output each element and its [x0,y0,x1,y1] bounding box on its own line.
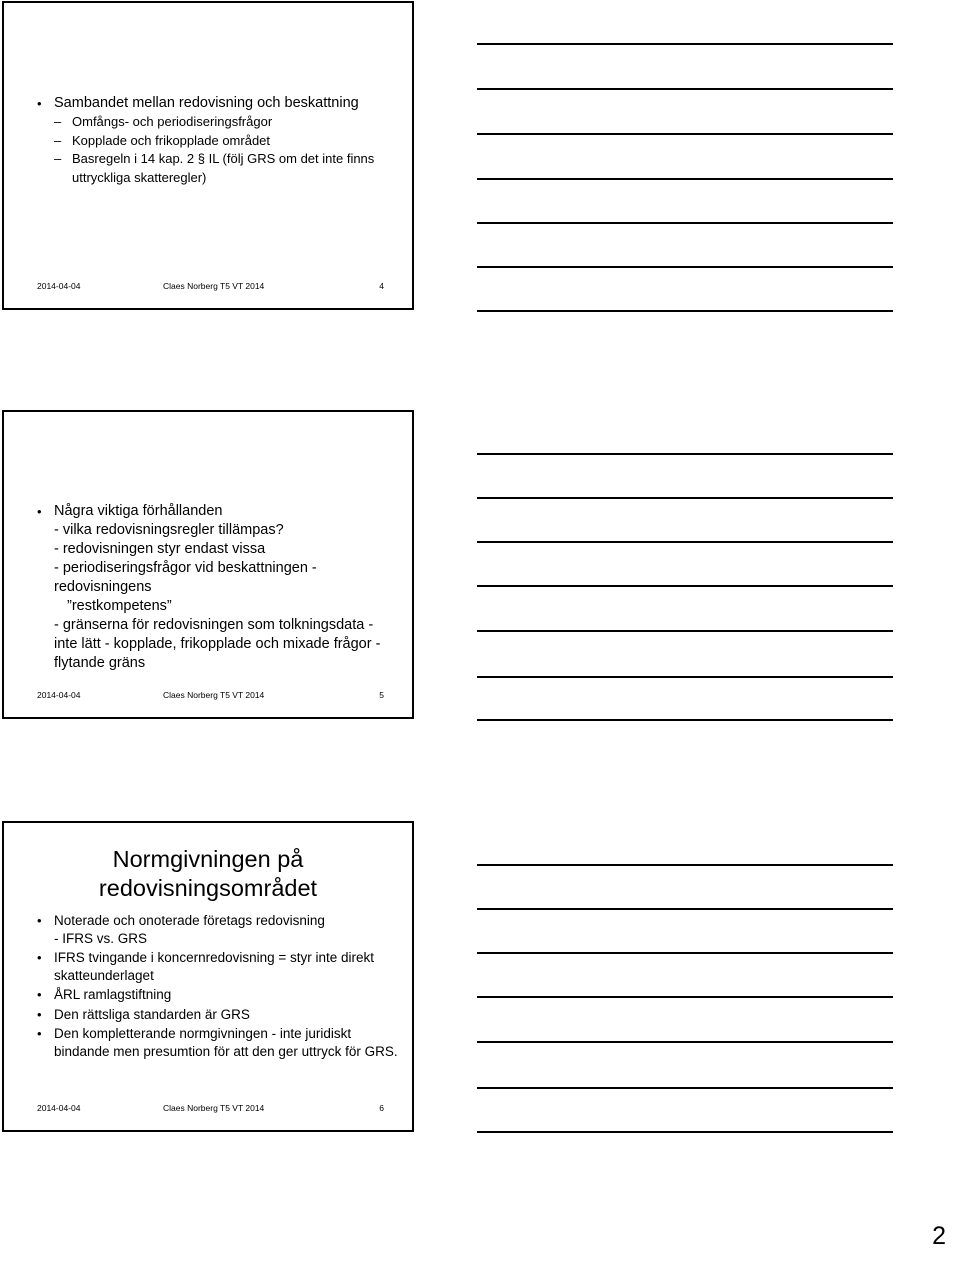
slide-title: Normgivningen på redovisningsområdet [98,846,318,901]
note-line [477,453,893,455]
bullet-item: • Sambandet mellan redovisning och beskattning [37,94,398,113]
footer-date: 2014-04-04 [37,1103,81,1113]
bullet-item: • Den kompletterande normgivningen - inte juridiskt bindande men presumtion för att den ger uttryck för GRS. [37,1025,398,1060]
sub-item: – Omfångs- och periodiseringsfrågor [37,113,398,132]
footer-date: 2014-04-04 [37,281,81,291]
text-line: - redovisningen styr endast vissa [54,541,266,557]
page-number: 2 [932,1222,946,1250]
note-line [477,1087,893,1089]
footer-author: Claes Norberg T5 VT 2014 [163,1103,265,1113]
footer-author: Claes Norberg T5 VT 2014 [163,281,265,291]
text-line: - gränserna för redovisningen som tolkningsdata - inte lätt - kopplade, frikopplade och mixade frågor - flytande gräns [54,617,381,671]
note-line [477,310,893,312]
text-line: - vilka redovisningsregler tillämpas? [54,522,284,538]
note-line [477,541,893,543]
note-line [477,630,893,632]
note-line [477,1131,893,1133]
footer-author: Claes Norberg T5 VT 2014 [163,690,265,700]
slide-4 [2,1,414,310]
note-line [477,178,893,180]
slide-content [37,94,398,187]
bullet-item: • Några viktiga förhållanden [37,502,398,521]
text-line: - IFRS vs. GRS [54,930,148,946]
slide-number: 6 [379,1103,384,1113]
text-line: ”restkompetens” [67,598,172,614]
note-line [477,222,893,224]
note-line [477,676,893,678]
slide-content [37,912,398,1060]
slide-content [37,502,398,673]
bullet-item: • IFRS tvingande i koncernredovisning = styr inte direkt skatteunderlaget [37,949,398,984]
bullet-item: • ÅRL ramlagstiftning [37,986,398,1004]
slide-6 [2,821,414,1132]
note-line [477,908,893,910]
note-line [477,719,893,721]
note-line [477,952,893,954]
slide-number: 4 [379,281,384,291]
footer-date: 2014-04-04 [37,690,81,700]
note-line [477,1041,893,1043]
note-line [477,996,893,998]
note-line [477,133,893,135]
note-line [477,864,893,866]
slide-5 [2,410,414,719]
sub-item: – Basregeln i 14 kap. 2 § IL (följ GRS om det inte finns uttryckliga skatteregler) [37,150,398,187]
note-line [477,585,893,587]
sub-item: – Kopplade och frikopplade området [37,132,398,151]
text-line: - periodiseringsfrågor vid beskattningen - redovisningens [54,560,317,595]
slide-footer [37,690,384,702]
note-line [477,43,893,45]
note-line [477,497,893,499]
bullet-item: • Noterade och onoterade företags redovisning [37,912,398,930]
note-line [477,88,893,90]
note-line [477,266,893,268]
bullet-item: • Den rättsliga standarden är GRS [37,1006,398,1024]
slide-number: 5 [379,690,384,700]
slide-footer [37,1103,384,1115]
slide-footer [37,281,384,293]
